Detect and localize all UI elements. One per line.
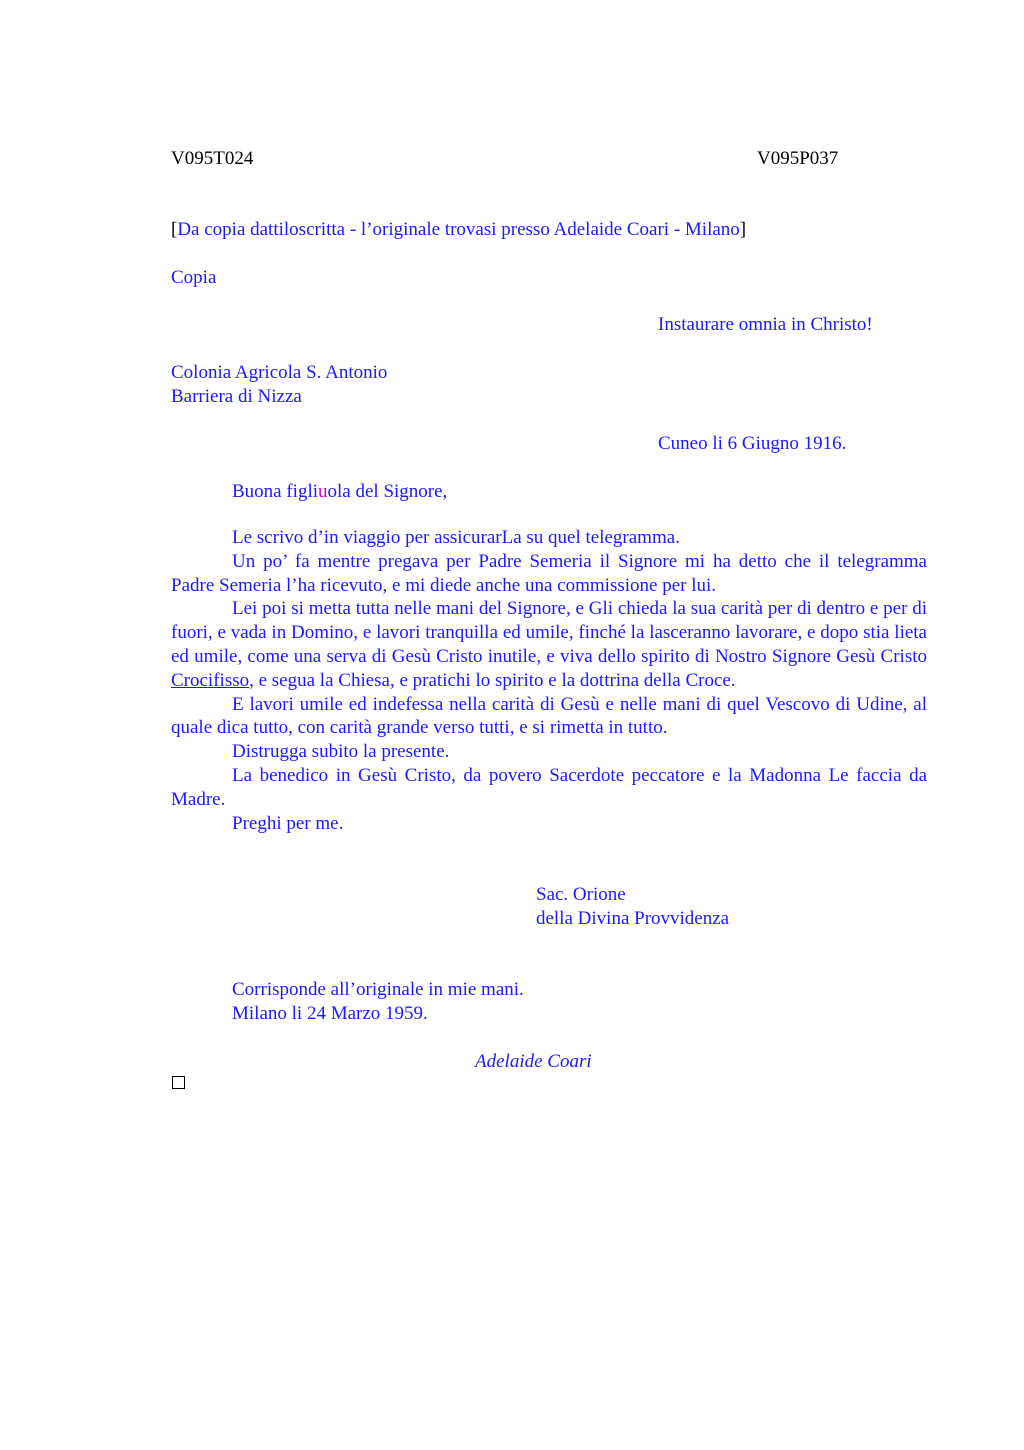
- body-paragraph-5: Distrugga subito la presente.: [232, 741, 450, 763]
- body-paragraph-6: La benedico in Gesù Cristo, da povero Sacerdote peccatore e la Madonna Le faccia da Madre.: [171, 764, 927, 810]
- body-paragraph-1: Le scrivo d’in viaggio per assicurarLa su quel telegramma.: [232, 527, 680, 548]
- motto: Instaurare omnia in Christo!: [658, 314, 873, 335]
- body-paragraph-4: E lavori umile ed indefessa nella carità di Gesù e nelle mani di quel Vescovo di Udine, al quale dica tutto, con carità grande verso tutti, e si rimetta in tutto.: [171, 693, 927, 739]
- body-paragraph-3-before: Lei poi si metta tutta nelle mani del Signore, e Gli chieda la sua carità per di dentro e per di fuori, e vada in Domino, e lavori tranquilla ed umile, finché la lasceranno lavorare, e dopo stia lieta ed umile, come una serva di Gesù Cristo inutile, e viva dello spirito di Nostro Signore Gesù Cristo: [171, 598, 927, 667]
- attestation-line-2: Milano li 24 Marzo 1959.: [232, 1003, 428, 1024]
- body-paragraph-3: [171, 597, 927, 692]
- signature-line-1: Sac. Orione: [536, 884, 626, 905]
- end-box-icon: [172, 1076, 185, 1089]
- salutation-before: Buona figli: [232, 481, 319, 502]
- body-paragraph-3-after: , e segua la Chiesa, e pratichi lo spirito e la dottrina della Croce.: [249, 669, 736, 691]
- attestation-line-1: Corrisponde all’originale in mie mani.: [232, 979, 524, 1000]
- source-note-close-bracket: ]: [739, 219, 747, 240]
- sender-line-1: Colonia Agricola S. Antonio: [171, 362, 388, 383]
- attestation-signer: Adelaide Coari: [475, 1051, 592, 1072]
- underlined-word: Crocifisso: [171, 669, 250, 691]
- source-note-text: Da copia dattiloscritta - l’originale trovasi presso Adelaide Coari - Milano: [177, 219, 740, 240]
- source-note-open-bracket: [: [171, 219, 178, 240]
- letter-body: [171, 526, 927, 835]
- body-paragraph-7: Preghi per me.: [232, 812, 344, 834]
- dateline: Cuneo li 6 Giugno 1916.: [658, 433, 847, 454]
- signature-line-2: della Divina Provvidenza: [536, 908, 730, 929]
- sender-line-2: Barriera di Nizza: [171, 386, 302, 407]
- source-note: [171, 218, 746, 242]
- copy-label: Copia: [171, 267, 217, 288]
- body-paragraph-2: Un po’ fa mentre pregava per Padre Semeria il Signore mi ha detto che il telegramma Padre Semeria l’ha ricevuto, e mi diede anche una commissione per lui.: [171, 550, 927, 596]
- salutation-highlight: u: [318, 481, 328, 502]
- salutation: [232, 480, 447, 504]
- document-code-right: V095P037: [757, 148, 839, 169]
- document-code-left: V095T024: [171, 148, 254, 169]
- salutation-after: ola del Signore,: [327, 481, 448, 502]
